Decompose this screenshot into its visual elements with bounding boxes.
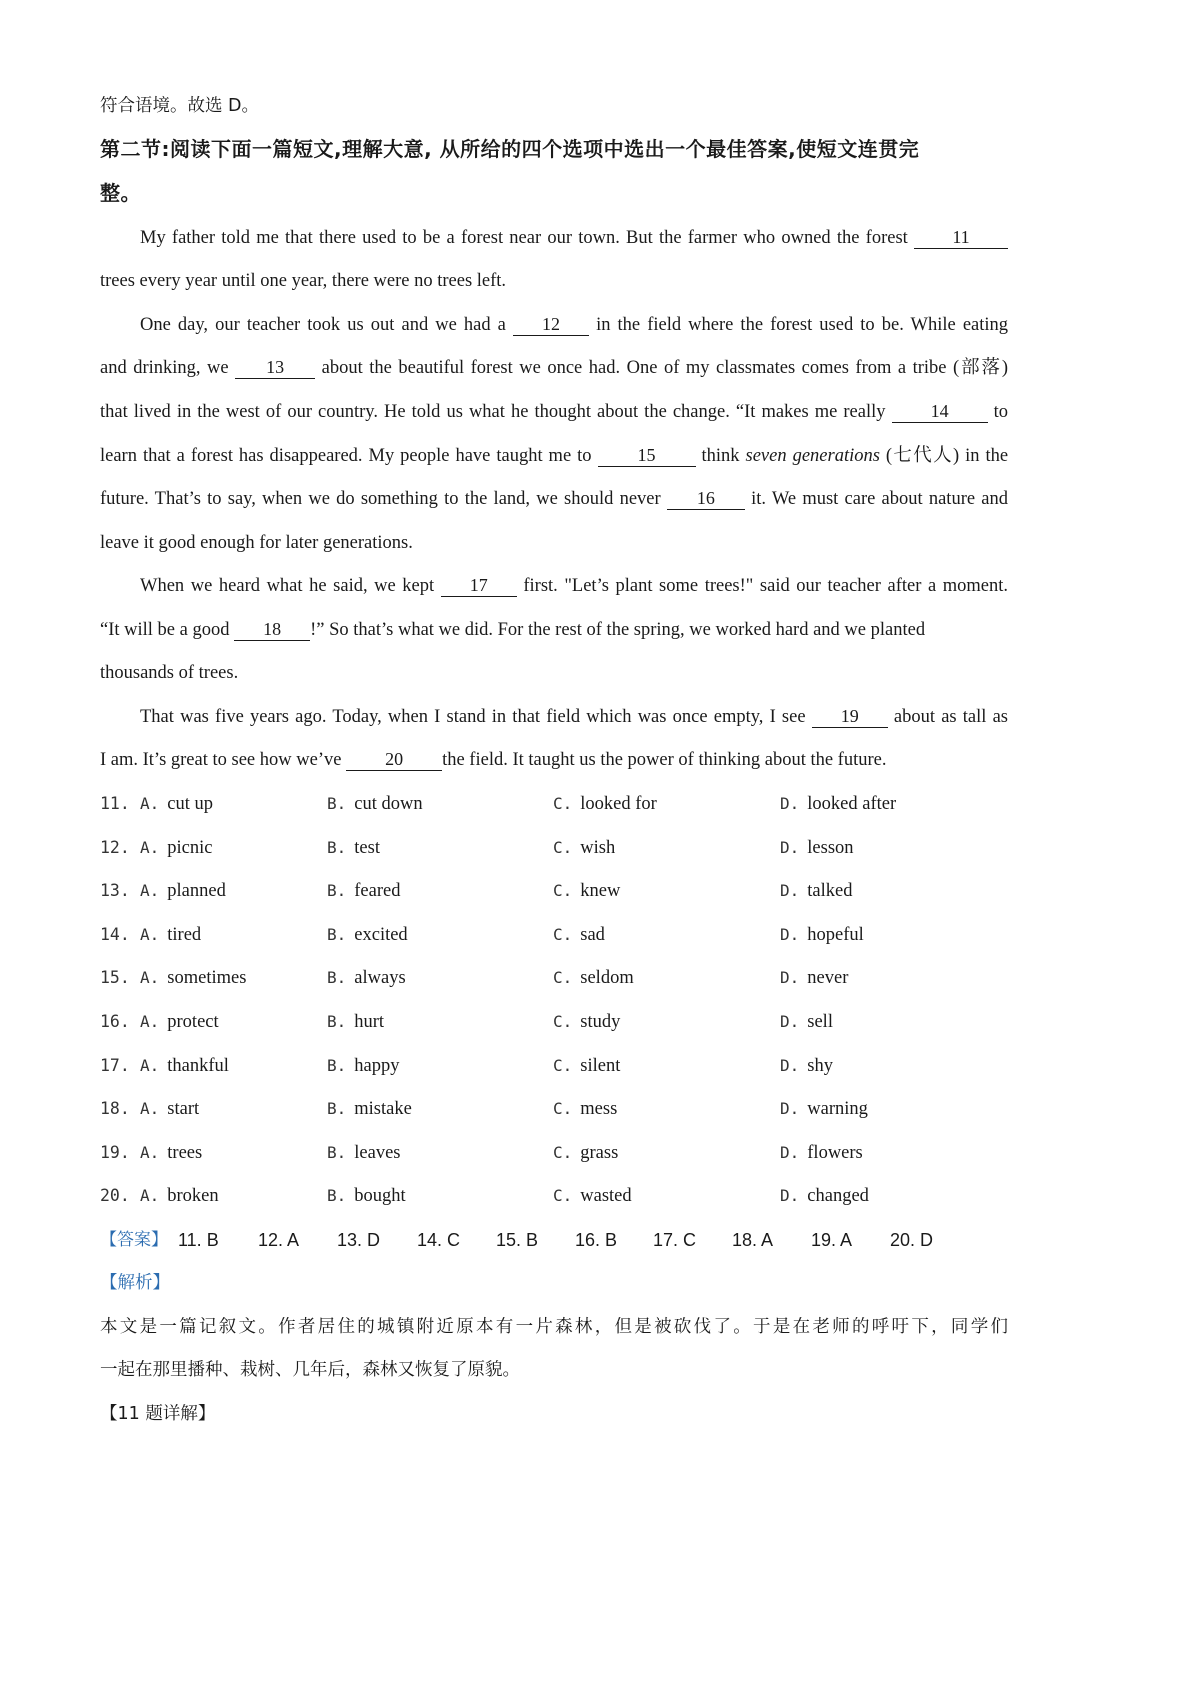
option-a — [140, 921, 201, 949]
option-text: hopeful — [807, 924, 864, 945]
answer-item: 11. B — [178, 1230, 219, 1250]
option-text: talked — [807, 881, 853, 902]
option-letter: D. — [780, 1012, 800, 1031]
passage-line — [100, 312, 1008, 338]
option-letter: B. — [327, 1099, 347, 1119]
option-d — [780, 834, 854, 862]
passage-line — [100, 399, 1008, 425]
option-letter: C. — [553, 1142, 573, 1162]
option-a — [140, 1008, 219, 1036]
option-text: knew — [580, 881, 621, 902]
detail-label: 【11 题详解】 — [100, 1404, 216, 1424]
option-letter: D. — [780, 1055, 800, 1075]
option-text: silent — [580, 1055, 621, 1076]
option-letter: B. — [327, 794, 347, 813]
option-c — [553, 1095, 617, 1123]
option-text: feared — [354, 881, 401, 902]
option-c — [553, 790, 657, 818]
option-text: planned — [167, 881, 226, 902]
option-a — [140, 1139, 202, 1167]
option-letter: C. — [553, 1055, 573, 1075]
question-number: 12. — [100, 837, 130, 857]
option-letter: D. — [780, 1099, 800, 1119]
answer-item: 20. D — [890, 1230, 934, 1250]
option-text: start — [167, 1099, 200, 1120]
option-text: looked for — [580, 794, 657, 814]
option-text: protect — [167, 1012, 219, 1032]
blank-14 — [892, 401, 988, 423]
question-number: 17. — [100, 1055, 130, 1075]
blank-number: 13 — [266, 357, 285, 377]
answer-item: 15. B — [496, 1230, 539, 1250]
answer-item: 18. A — [732, 1230, 774, 1250]
option-text: lesson — [807, 837, 854, 858]
answer-item: 16. B — [575, 1230, 618, 1250]
passage-text: about as tall as — [893, 707, 1009, 727]
blank-11 — [914, 227, 1008, 249]
option-text: thankful — [167, 1055, 229, 1076]
option-letter: B. — [327, 1142, 347, 1162]
passage-line: leave it good enough for later generations. — [100, 533, 413, 553]
passage-text: That was five years ago. Today, when I stand in that field which was once empty, I see — [140, 707, 806, 727]
option-a — [140, 834, 212, 862]
option-b — [327, 1095, 412, 1123]
answer-item: 19. A — [811, 1230, 853, 1250]
passage-line: trees every year until one year, there were no trees left. — [100, 271, 507, 291]
passage-text: future. That’s to say, when we do something to the land, we should never — [100, 489, 661, 509]
option-b — [327, 834, 380, 862]
option-text: mess — [580, 1099, 618, 1120]
option-letter: B. — [327, 1186, 347, 1206]
section-heading-line2: 整。 — [100, 181, 141, 205]
question-number: 18. — [100, 1099, 130, 1119]
question-number: 14. — [100, 924, 130, 944]
blank-19 — [812, 706, 888, 728]
option-text: study — [580, 1012, 621, 1032]
option-b — [327, 1052, 399, 1080]
option-letter: C. — [553, 1099, 573, 1119]
option-a — [140, 1182, 219, 1210]
option-letter: D. — [780, 1142, 800, 1162]
option-c — [553, 964, 634, 992]
question-row — [100, 790, 1008, 818]
option-text: hurt — [354, 1012, 385, 1032]
option-d — [780, 921, 864, 949]
option-letter: A. — [140, 924, 160, 944]
option-b — [327, 877, 400, 905]
passage-line — [100, 225, 1008, 251]
option-d — [780, 1095, 868, 1123]
option-text: leaves — [354, 1142, 401, 1163]
answer-item: 13. D — [337, 1230, 381, 1250]
question-row — [100, 877, 1008, 905]
passage-text: in the field where the forest used to be. While eating — [596, 315, 1009, 335]
option-letter: A. — [140, 1186, 160, 1206]
option-c — [553, 1139, 618, 1167]
option-b — [327, 1182, 406, 1210]
passage-text: the field. It taught us the power of thinking about the future. — [442, 750, 887, 770]
question-row — [100, 1139, 1008, 1167]
option-letter: A. — [140, 1012, 160, 1031]
option-letter: C. — [553, 881, 573, 901]
option-text: sometimes — [167, 968, 247, 989]
question-number: 20. — [100, 1186, 130, 1206]
option-text: always — [354, 968, 406, 989]
blank-number: 16 — [696, 488, 715, 508]
option-text: tired — [167, 924, 202, 945]
option-text: excited — [354, 924, 408, 945]
option-text: mistake — [354, 1099, 412, 1120]
option-text: cut down — [354, 794, 423, 814]
option-text: happy — [354, 1055, 400, 1076]
option-text: bought — [354, 1186, 406, 1207]
option-text: shy — [807, 1055, 833, 1076]
option-a — [140, 790, 213, 818]
blank-18 — [234, 619, 310, 641]
passage-text: My father told me that there used to be a forest near our town. But the farmer who owned the forest — [140, 228, 908, 248]
passage-line — [100, 704, 1008, 730]
option-d — [780, 877, 852, 905]
passage-text: to — [993, 402, 1008, 422]
blank-number: 14 — [930, 401, 949, 421]
passage-text: !” So that’s what we did. For the rest of the spring, we worked hard and we planted — [310, 620, 926, 640]
option-letter: D. — [780, 837, 800, 857]
option-b — [327, 921, 408, 949]
option-c — [553, 921, 605, 949]
option-text: test — [354, 837, 380, 858]
option-text: flowers — [807, 1142, 863, 1163]
option-d — [780, 1052, 833, 1080]
question-row — [100, 1095, 1008, 1123]
answer-row — [100, 1226, 1008, 1254]
option-text: seldom — [580, 968, 634, 989]
section-heading-line1: 第二节:阅读下面一篇短文,理解大意, 从所给的四个选项中选出一个最佳答案,使短文连贯完 — [100, 137, 920, 161]
option-c — [553, 1052, 620, 1080]
passage-line — [100, 486, 1008, 512]
blank-20 — [346, 749, 442, 771]
option-text: cut up — [167, 794, 213, 814]
option-a — [140, 1052, 229, 1080]
option-a — [140, 1095, 199, 1123]
passage-text: about the beautiful forest we once had. One of my classmates comes from a tribe (部落) — [321, 358, 1008, 378]
question-row — [100, 1052, 1008, 1080]
question-number: 16. — [100, 1012, 130, 1031]
passage-line — [100, 443, 1008, 469]
option-letter: D. — [780, 794, 800, 813]
option-letter: A. — [140, 794, 160, 813]
passage-line: thousands of trees. — [100, 663, 239, 683]
option-text: wish — [580, 837, 616, 858]
passage-text: think — [701, 446, 740, 466]
option-letter: B. — [327, 1055, 347, 1075]
option-letter: A. — [140, 1099, 160, 1119]
passage-italic-text: seven generations — [745, 446, 880, 466]
option-letter: D. — [780, 881, 800, 901]
blank-number: 15 — [637, 445, 656, 465]
option-letter: D. — [780, 1186, 800, 1206]
blank-number: 12 — [541, 314, 560, 334]
option-letter: B. — [327, 924, 347, 944]
passage-text: I am. It’s great to see how we’ve — [100, 750, 342, 770]
intro-tail: 符合语境。故选 D。 — [100, 96, 260, 116]
analysis-line2: 一起在那里播种、栽树、几年后，森林又恢复了原貌。 — [100, 1360, 520, 1380]
question-row — [100, 1008, 1008, 1036]
passage-text: One day, our teacher took us out and we had a — [140, 315, 506, 335]
option-text: sad — [580, 924, 605, 945]
option-text: broken — [167, 1186, 219, 1207]
option-c — [553, 834, 615, 862]
question-row — [100, 921, 1008, 949]
option-text: never — [807, 968, 849, 989]
answer-label: 【答案】 — [100, 1230, 168, 1250]
option-text: looked after — [807, 794, 897, 814]
option-letter: A. — [140, 837, 160, 857]
passage-text: that lived in the west of our country. He told us what he thought about the change. “It makes me really — [100, 402, 886, 422]
option-d — [780, 790, 896, 818]
question-row — [100, 834, 1008, 862]
answer-item: 12. A — [258, 1230, 300, 1250]
passage-text: (七代人) in the — [885, 446, 1009, 466]
option-letter: B. — [327, 881, 347, 901]
option-letter: C. — [553, 1186, 573, 1206]
option-text: picnic — [167, 837, 213, 858]
option-letter: A. — [140, 881, 160, 901]
question-number: 13. — [100, 881, 130, 901]
option-letter: D. — [780, 968, 800, 988]
option-a — [140, 877, 226, 905]
passage-text: learn that a forest has disappeared. My people have taught me to — [100, 446, 592, 466]
blank-number: 18 — [263, 619, 282, 639]
option-letter: A. — [140, 1142, 160, 1162]
option-c — [553, 877, 620, 905]
passage-text: first. "Let’s plant some trees!" said our teacher after a moment. — [523, 576, 1009, 596]
passage-text: When we heard what he said, we kept — [140, 576, 435, 596]
blank-number: 17 — [469, 575, 488, 595]
blank-12 — [513, 314, 589, 336]
blank-16 — [667, 488, 745, 510]
option-letter: A. — [140, 968, 160, 988]
option-text: warning — [807, 1099, 868, 1120]
blank-15 — [598, 445, 696, 467]
option-b — [327, 964, 406, 992]
blank-13 — [235, 357, 315, 379]
passage-text: and drinking, we — [100, 358, 229, 378]
passage-line — [100, 355, 1008, 381]
option-letter: B. — [327, 1012, 347, 1031]
question-row — [100, 1182, 1008, 1210]
option-letter: C. — [553, 924, 573, 944]
option-b — [327, 790, 423, 818]
passage-line — [100, 747, 1008, 773]
option-letter: D. — [780, 924, 800, 944]
option-c — [553, 1182, 632, 1210]
passage-line — [100, 617, 1008, 643]
blank-number: 11 — [952, 227, 970, 247]
option-text: grass — [580, 1142, 619, 1163]
option-text: sell — [807, 1012, 833, 1032]
option-letter: A. — [140, 1055, 160, 1075]
passage-text: “It will be a good — [100, 620, 230, 640]
option-a — [140, 964, 246, 992]
option-b — [327, 1008, 384, 1036]
option-letter: C. — [553, 968, 573, 988]
option-d — [780, 964, 848, 992]
question-row — [100, 964, 1008, 992]
option-d — [780, 1008, 833, 1036]
question-number: 15. — [100, 968, 130, 988]
option-d — [780, 1139, 863, 1167]
analysis-label: 【解析】 — [100, 1273, 170, 1293]
answer-item: 17. C — [653, 1230, 697, 1250]
question-number: 11. — [100, 794, 130, 813]
option-b — [327, 1139, 401, 1167]
option-text: wasted — [580, 1186, 632, 1207]
option-letter: C. — [553, 837, 573, 857]
option-letter: C. — [553, 1012, 573, 1031]
option-letter: C. — [553, 794, 573, 813]
option-d — [780, 1182, 869, 1210]
option-letter: B. — [327, 837, 347, 857]
blank-17 — [441, 575, 517, 597]
blank-number: 20 — [385, 749, 404, 769]
option-letter: B. — [327, 968, 347, 988]
question-number: 19. — [100, 1142, 130, 1162]
passage-line — [100, 573, 1008, 599]
option-text: changed — [807, 1186, 869, 1207]
option-c — [553, 1008, 620, 1036]
analysis-line1: 本文是一篇记叙文。作者居住的城镇附近原本有一片森林，但是被砍伐了。于是在老师的呼吁下，同学们 — [100, 1317, 1008, 1337]
option-text: trees — [167, 1142, 203, 1163]
answer-item: 14. C — [417, 1230, 461, 1250]
blank-number: 19 — [840, 706, 859, 726]
passage-text: it. We must care about nature and — [751, 489, 1008, 509]
